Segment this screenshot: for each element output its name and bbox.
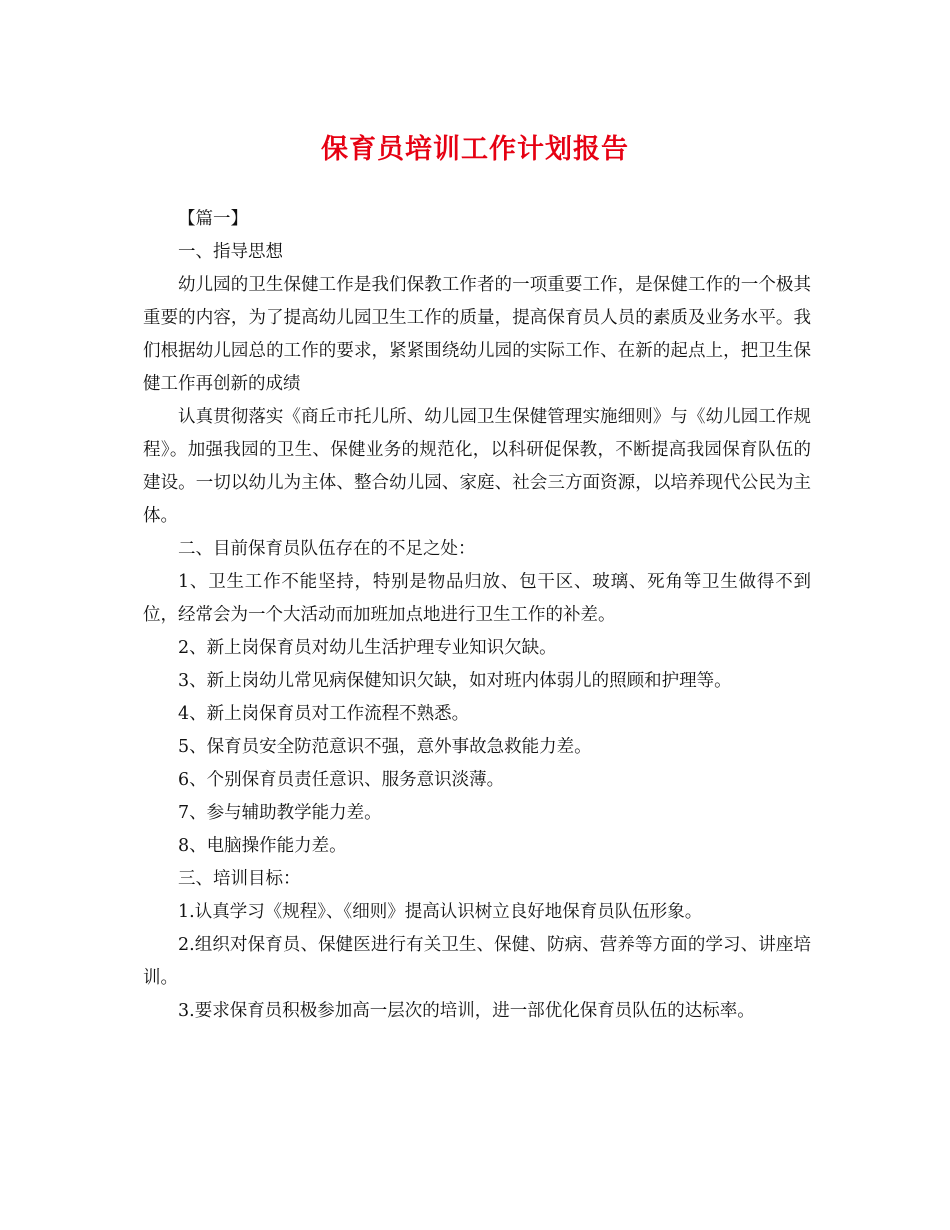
list-item: 1、卫生工作不能坚持，特别是物品归放、包干区、玻璃、死角等卫生做得不到位，经常会为一个大活动而加班加点地进行卫生工作的补差。 [143, 572, 811, 625]
list-item: 5、保育员安全防范意识不强，意外事故急救能力差。 [178, 737, 592, 757]
heading-shortcomings: 二、目前保育员队伍存在的不足之处： [178, 539, 476, 559]
list-item: 6、个别保育员责任意识、服务意识淡薄。 [178, 770, 505, 790]
section-marker: 【篇一】 [178, 209, 248, 229]
list-item: 2、新上岗保育员对幼儿生活护理专业知识欠缺。 [178, 638, 557, 658]
heading-training-goals: 三、培训目标： [178, 869, 301, 889]
paragraph-implementation: 认真贯彻落实《商丘市托儿所、幼儿园卫生保健管理实施细则》与《幼儿园工作规程》。加强我园的卫生、保健业务的规范化，以科研促保教，不断提高我园保育队伍的建设。一切以幼儿为主体、整合幼儿园、家庭、社会三方面资源，以培养现代公民为主体。 [143, 407, 811, 526]
list-item: 3、新上岗幼儿常见病保健知识欠缺，如对班内体弱儿的照顾和护理等。 [178, 671, 732, 691]
document-title: 保育员培训工作计划报告 [321, 134, 629, 165]
list-item: 7、参与辅助教学能力差。 [178, 803, 382, 823]
paragraph-intro: 幼儿园的卫生保健工作是我们保教工作者的一项重要工作，是保健工作的一个极其重要的内容，为了提高幼儿园卫生工作的质量，提高保育员人员的素质及业务水平。我们根据幼儿园总的工作的要求，紧紧围绕幼儿园的实际工作、在新的起点上，把卫生保健工作再创新的成绩 [143, 275, 811, 394]
list-item: 1.认真学习《规程》、《细则》提高认识树立良好地保育员队伍形象。 [178, 902, 703, 922]
document-body [143, 203, 811, 1028]
list-item: 8、电脑操作能力差。 [178, 836, 347, 856]
list-item: 3.要求保育员积极参加高一层次的培训，进一部优化保育员队伍的达标率。 [178, 1001, 755, 1021]
heading-guiding-ideology: 一、指导思想 [178, 242, 283, 262]
list-item: 2.组织对保育员、保健医进行有关卫生、保健、防病、营养等方面的学习、讲座培训。 [143, 935, 811, 988]
list-item: 4、新上岗保育员对工作流程不熟悉。 [178, 704, 470, 724]
